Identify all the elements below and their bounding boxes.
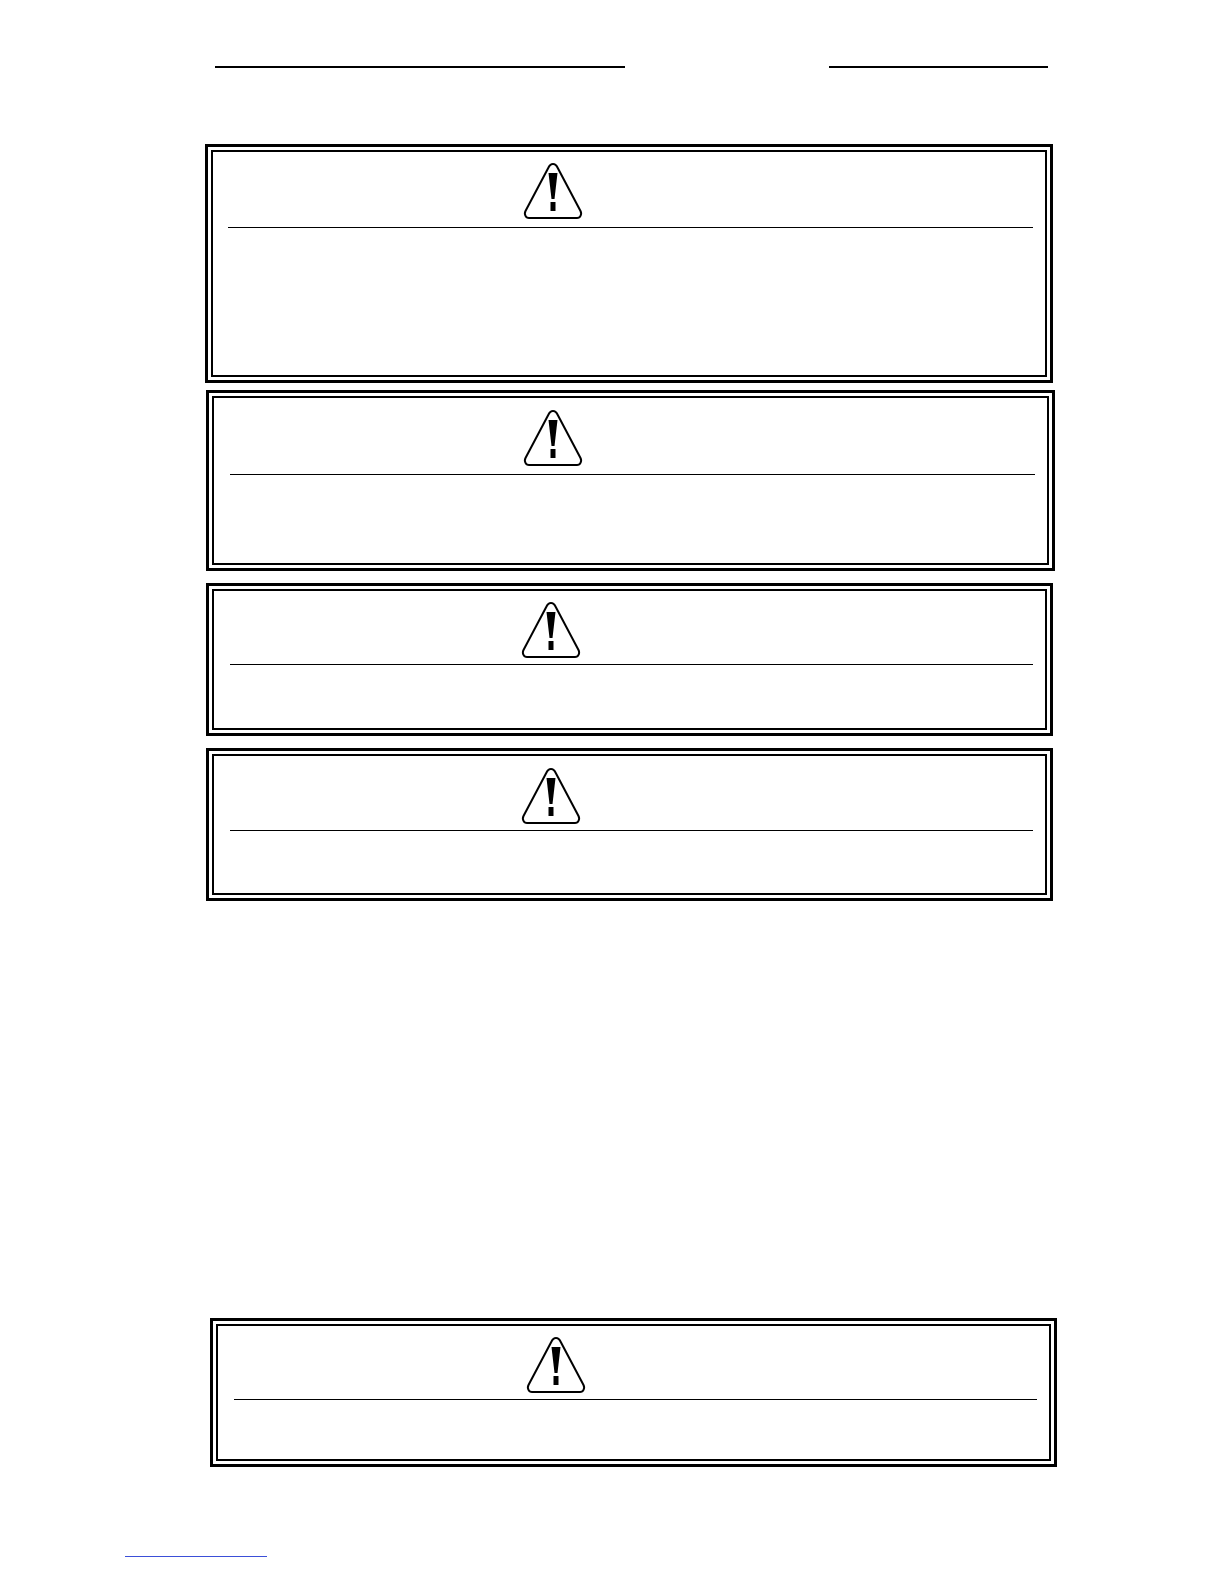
warning-triangle-icon [525,1335,587,1395]
warning-box-inner-border [212,754,1047,895]
warning-triangle-icon [520,600,582,660]
warning-divider [230,830,1033,831]
warning-box-inner-border [211,150,1047,377]
warning-triangle-icon [522,408,584,468]
warning-box-inner-border [212,396,1049,565]
warning-box-5 [210,1318,1057,1467]
footer-link[interactable] [125,1556,267,1557]
header-blank-line-right [829,66,1048,68]
warning-box-1 [205,144,1053,383]
warning-box-2 [206,390,1055,571]
warning-divider [230,474,1035,475]
header-blank-line-left [215,66,625,68]
warning-triangle-icon [522,161,584,221]
warning-box-inner-border [216,1324,1051,1461]
warning-divider [228,227,1033,228]
warning-divider [230,664,1033,665]
warning-box-4 [206,748,1053,901]
warning-triangle-icon [520,766,582,826]
warning-box-inner-border [212,589,1047,730]
warning-divider [234,1399,1037,1400]
warning-box-3 [206,583,1053,736]
